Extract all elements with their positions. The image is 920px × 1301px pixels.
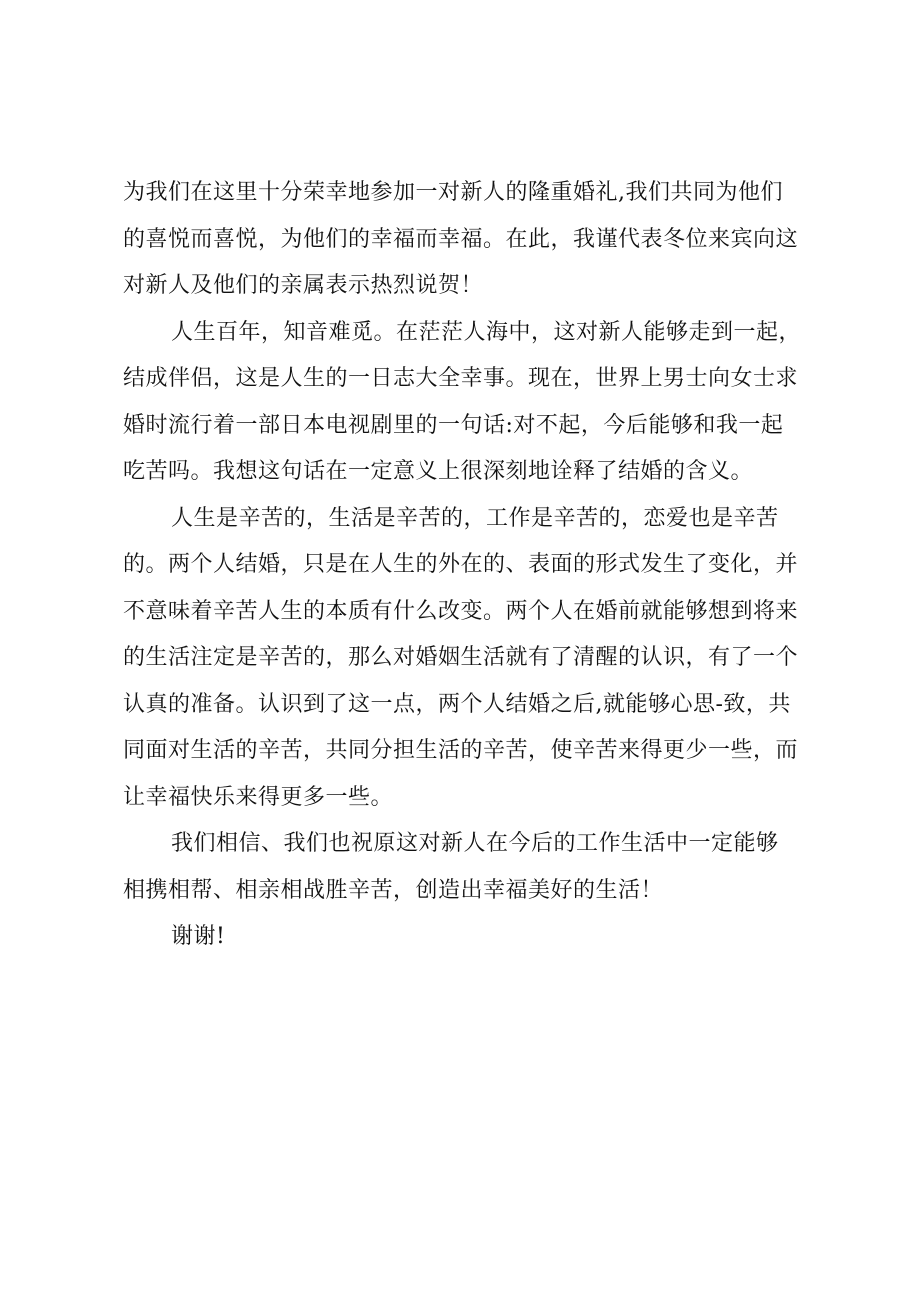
- paragraph-2: [123, 310, 823, 496]
- text-line: 的喜悦而喜悦，为他们的幸福而幸福。在此，我谨代表冬位来宾向这: [123, 226, 799, 252]
- text-line: 人生是辛苦的，生活是辛苦的，工作是辛苦的，恋爱也是辛苦: [171, 505, 779, 531]
- text-line: 为我们在这里十分荣幸地参加一对新人的隆重婚礼,我们共同为他们: [123, 180, 783, 205]
- paragraph-4: [123, 821, 823, 914]
- document-body: [123, 170, 823, 961]
- text-line: 不意味着辛苦人生的本质有什么改变。两个人在婚前就能够想到将来: [123, 598, 799, 624]
- text-line: 吃苦吗。我想这句话在一定意义上很深刻地诠释了结婚的含义。: [123, 459, 754, 484]
- text-line: 同面对生活的辛苦，共同分担生活的辛苦，使辛苦来得更少一些，而: [123, 738, 799, 763]
- text-line: 我们相信、我们也祝原这对新人在今后的工作生活中一定能够: [171, 831, 779, 856]
- text-line: 的。两个人结婚，只是在人生的外在的、表面的形式发生了变化，并: [123, 552, 799, 577]
- text-line: 的生活注定是辛苦的，那么对婚姻生活就有了清醒的认识，有了一个: [123, 645, 799, 670]
- text-line: 人生百年，知音难觅。在茫茫人海中，这对新人能够走到一起，: [171, 319, 802, 345]
- paragraph-1: [123, 170, 823, 310]
- paragraph-3: [123, 496, 823, 822]
- text-line: 相携相帮、相亲相战胜辛苦，创造出幸福美好的生活！: [123, 877, 664, 903]
- text-line: 让幸福快乐来得更多一些。: [123, 784, 394, 810]
- text-line: 婚时流行着一部日本电视剧里的一句话:对不起，今后能够和我一起: [123, 412, 784, 438]
- text-line: 结成伴侣，这是人生的一日志大全幸事。现在，世界上男士向女士求: [123, 366, 799, 391]
- text-line: 认真的准备。认识到了这一点，两个人结婚之后,就能够心思-致，共: [123, 691, 791, 717]
- paragraph-5: [123, 914, 823, 961]
- text-line: 谢谢!: [171, 924, 226, 949]
- text-line: 对新人及他们的亲属表示热烈说贺！: [123, 273, 484, 298]
